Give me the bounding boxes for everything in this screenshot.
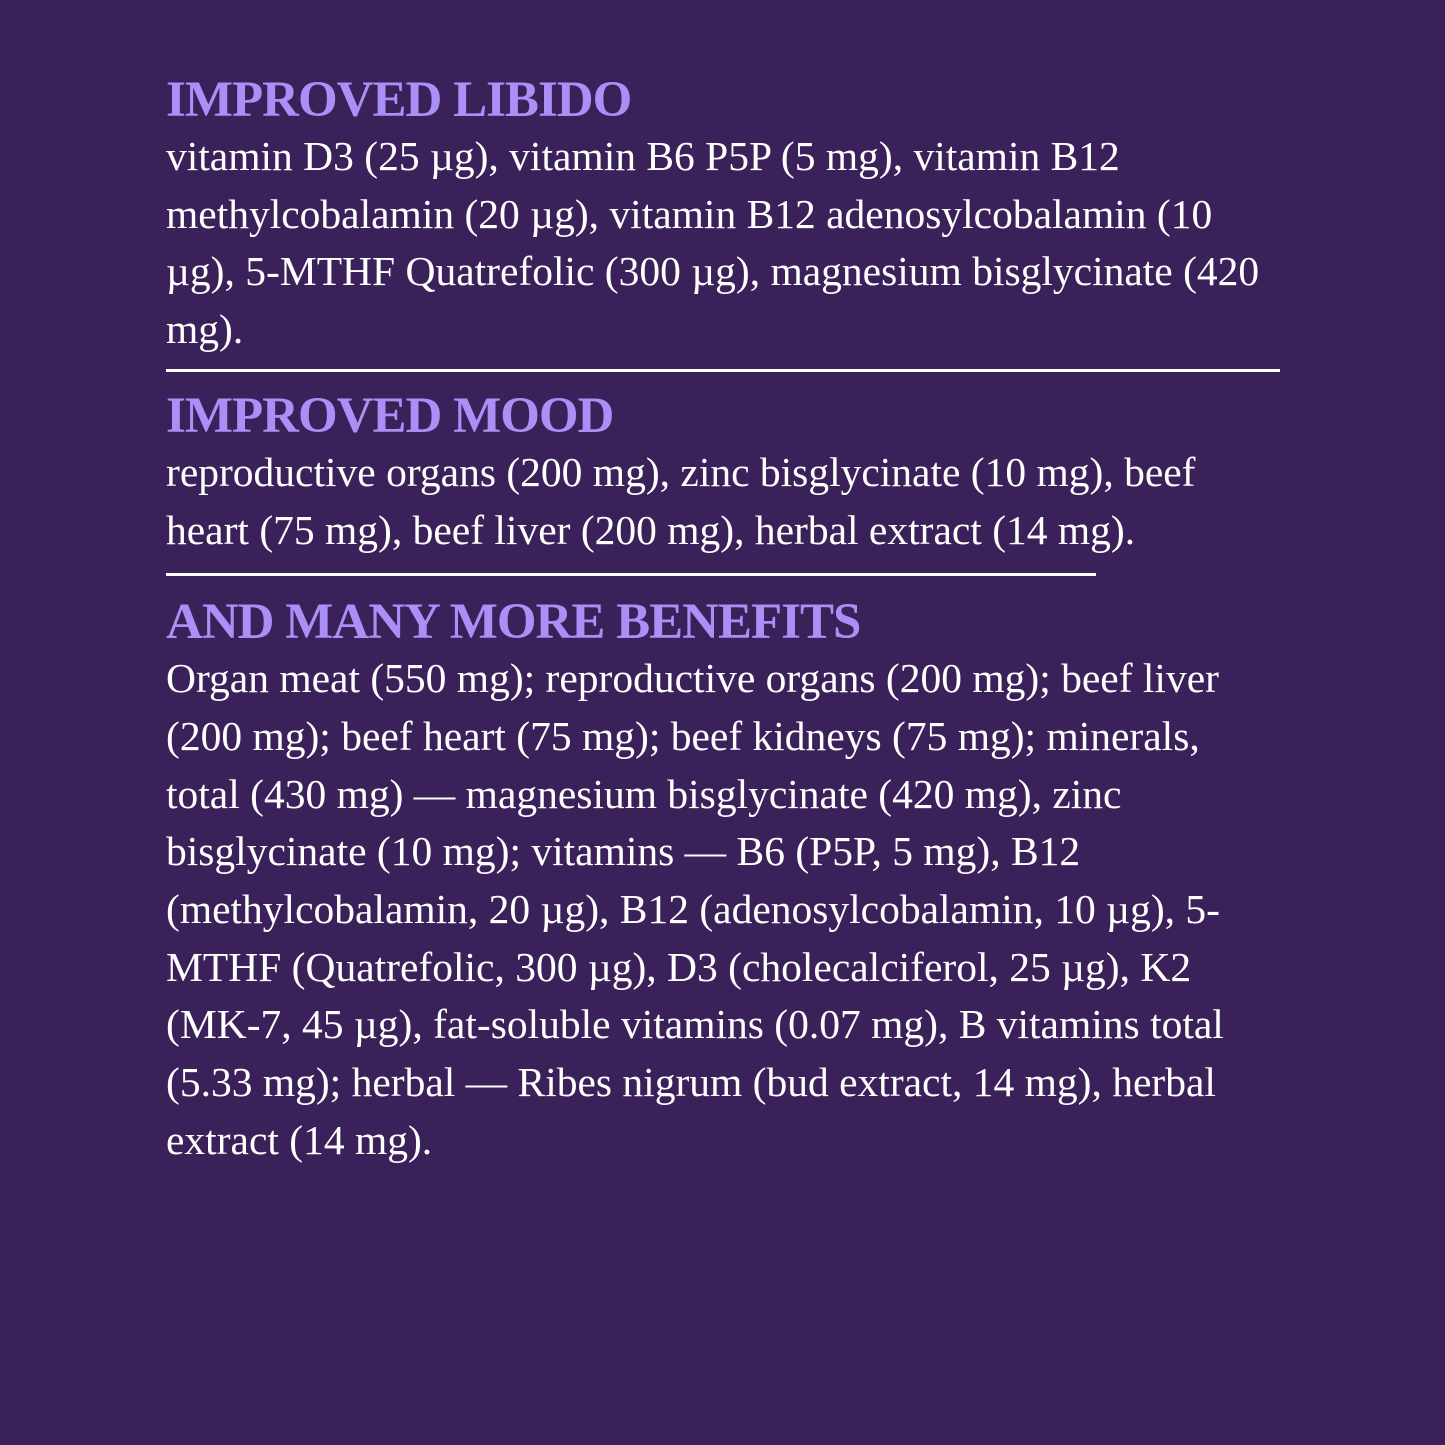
mood-ingredients-text: reproductive organs (200 mg), zinc bisglycinate (10 mg), beef heart (75 mg), beef liver (200 mg), herbal extract (14 mg). xyxy=(166,448,1196,553)
more-benefits-section xyxy=(166,594,1286,1169)
benefits-panel xyxy=(166,72,1286,1170)
libido-heading: IMPROVED LIBIDO xyxy=(166,72,632,128)
mood-heading: IMPROVED MOOD xyxy=(166,387,614,444)
section-divider xyxy=(166,573,1096,576)
section-divider xyxy=(166,369,1280,372)
more-benefits-heading: AND MANY MORE BENEFITS xyxy=(166,594,861,651)
more-benefits-ingredients-text: Organ meat (550 mg); reproductive organs (200 mg); beef liver (200 mg); beef heart (75 mg); beef kidneys (75 mg); minerals, total (430 mg) — magnesium bisglycinate (420 mg), zinc bisglycinate (10 mg); vitamins — B6 (P5P, 5 mg), B12 (methylcobalamin, 20 µg), B12 (adenosylcobalamin, 10 µg), 5-MTHF (Quatrefolic, 300 µg), D3 (cholecalciferol, 25 µg), K2 (MK-7, 45 µg), fat-soluble vitamins (0.07 mg), B vitamins total (5.33 mg); herbal — Ribes nigrum (bud extract, 14 mg), herbal extract (14 mg). xyxy=(166,655,1224,1163)
mood-section xyxy=(166,388,1286,559)
libido-ingredients-text: vitamin D3 (25 µg), vitamin B6 P5P (5 mg), vitamin B12 methylcobalamin (20 µg), vitamin B12 adenosylcobalamin (10 µg), 5-MTHF Quatrefolic (300 µg), magnesium bisglycinate (420 mg). xyxy=(166,133,1260,353)
libido-section xyxy=(166,72,1286,359)
